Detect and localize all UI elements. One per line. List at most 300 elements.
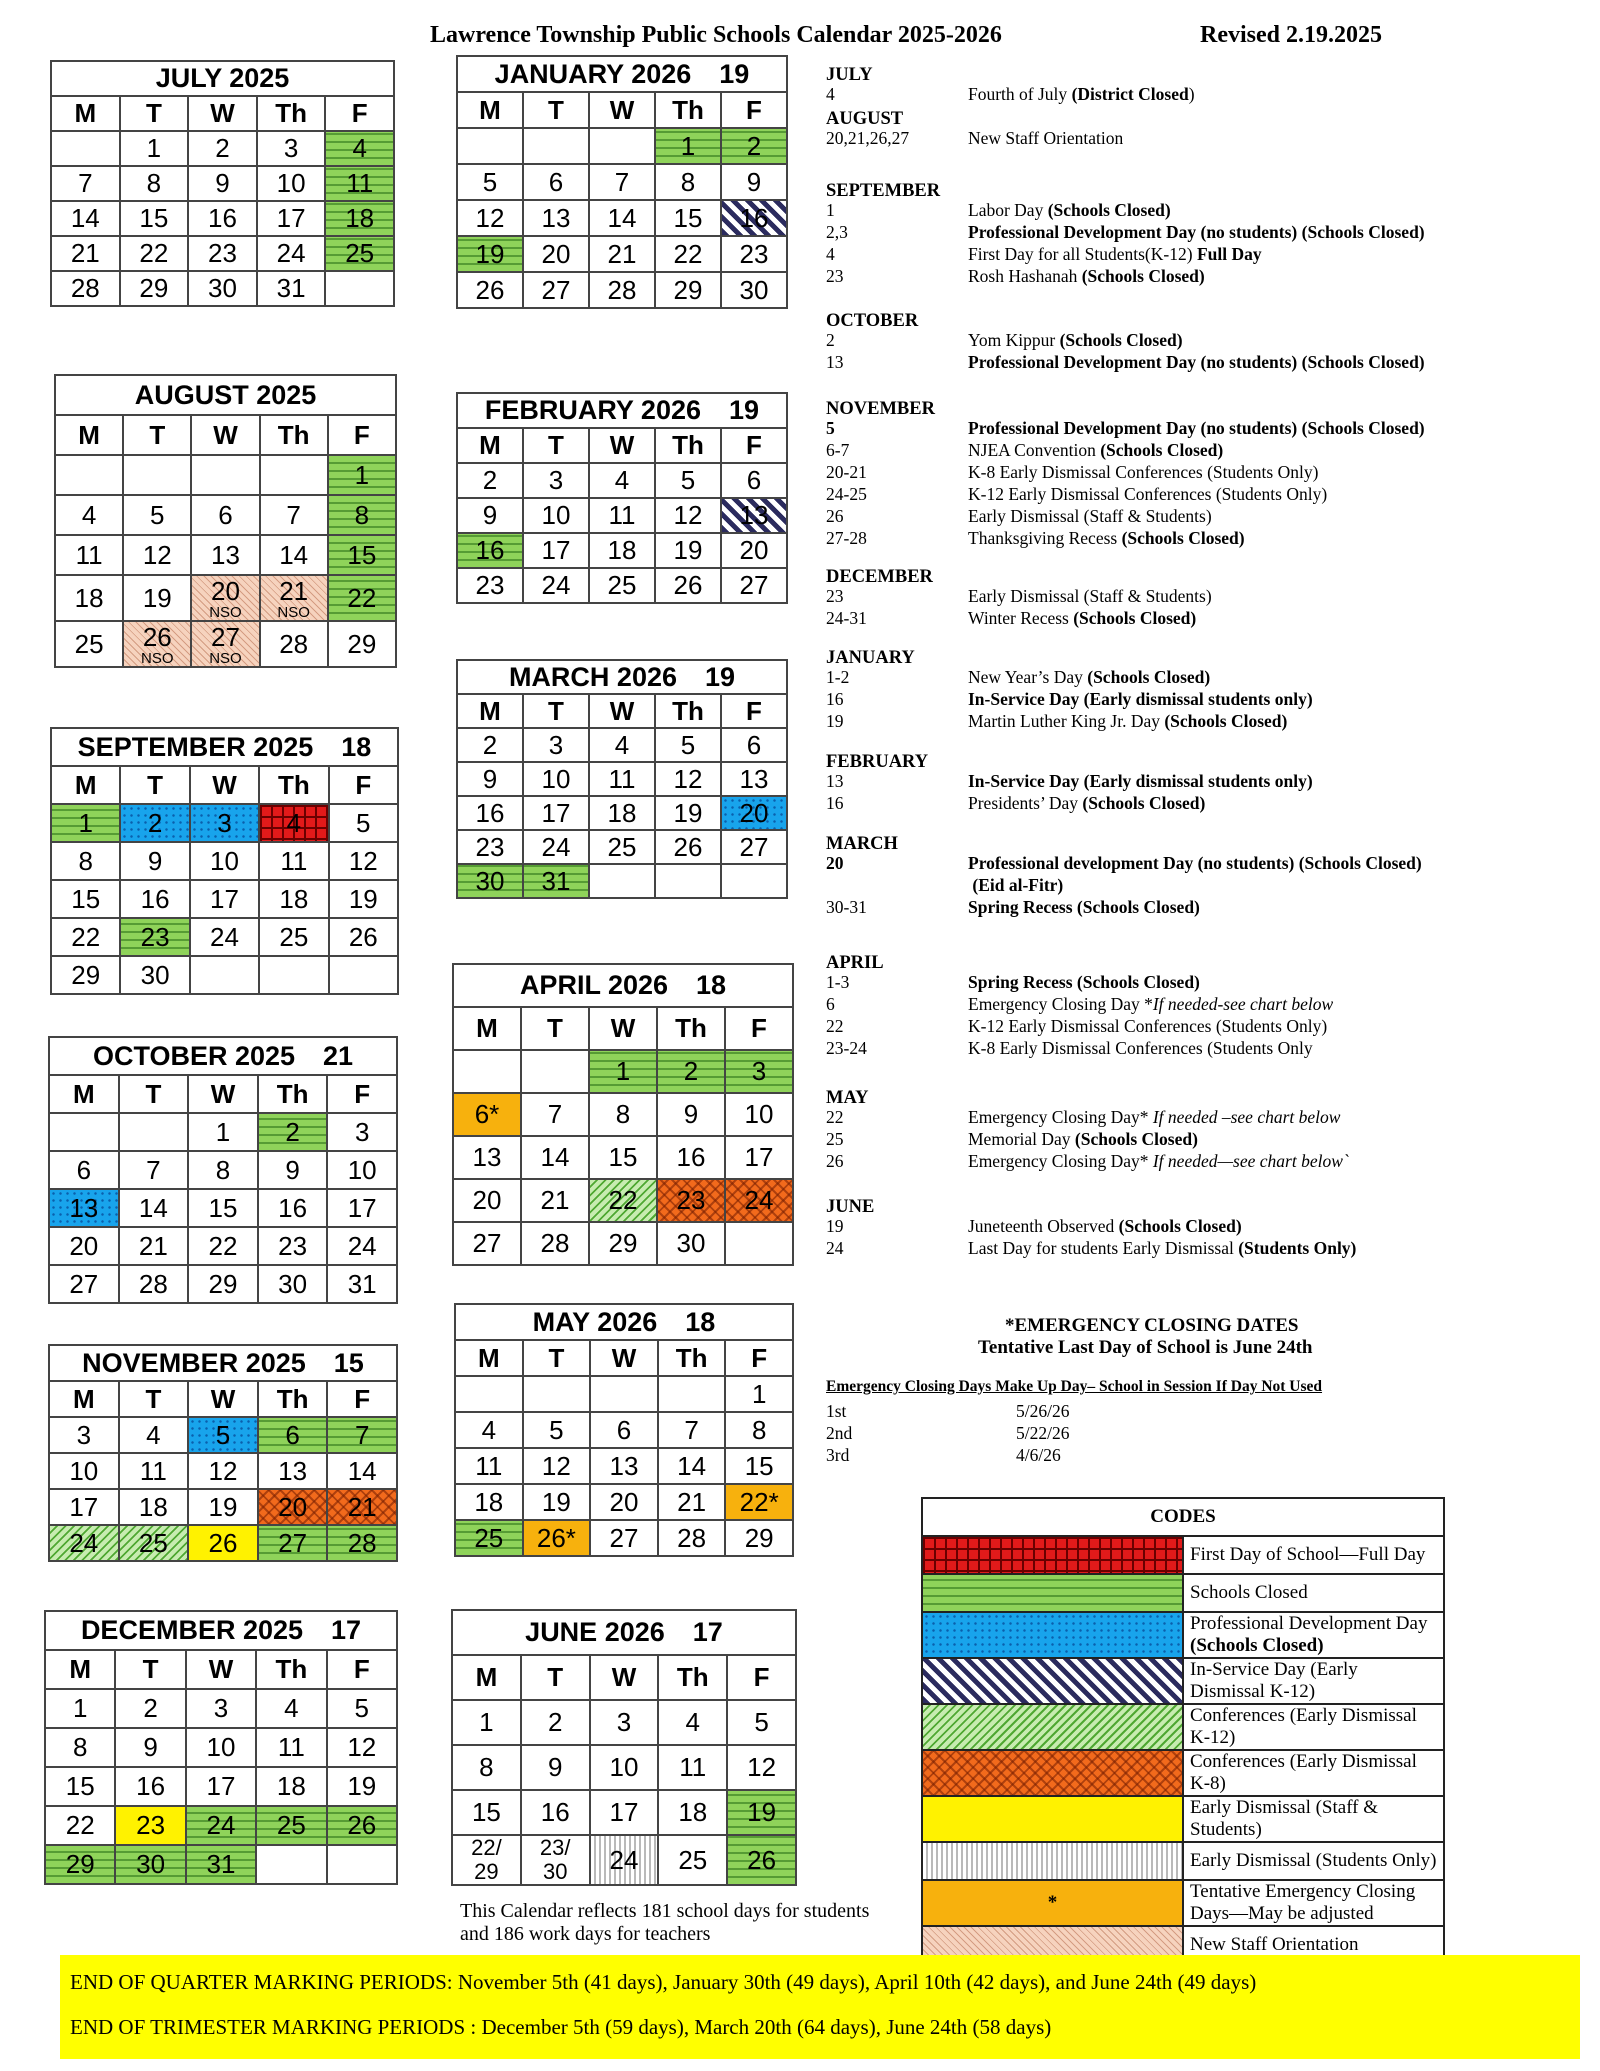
trimester-marking-periods: END OF TRIMESTER MARKING PERIODS : December 5th (59 days), March 20th (64 days), June 24th (58 days) (70, 2015, 1052, 2039)
day-cell: 30 (115, 1845, 185, 1884)
month-table (50, 60, 395, 307)
day-cell: 5 (523, 1412, 591, 1448)
codes-title: CODES (922, 1498, 1444, 1536)
day-cell: 18 (259, 880, 328, 918)
day-cell: 18 (119, 1489, 189, 1525)
empty-day-cell (259, 956, 328, 994)
day-cell: 10 (190, 842, 259, 880)
day-cell: 15 (45, 1767, 115, 1806)
day-cell: 4 (256, 1689, 326, 1728)
day-cell: 11 (55, 535, 123, 575)
day-cell: 25 (119, 1525, 189, 1561)
day-cell: 4 (55, 495, 123, 535)
day-cell: 31 (523, 864, 589, 898)
day-cell: 28 (521, 1222, 589, 1265)
month-table (451, 1609, 797, 1886)
day-cell: 24 (725, 1179, 793, 1222)
day-cell: 7 (260, 495, 328, 535)
weekday-header: F (328, 415, 396, 455)
day-cell: 20 (590, 1484, 658, 1520)
day-cell: 14 (327, 1453, 397, 1489)
day-cell: 19 (727, 1790, 796, 1835)
day-cell: 23 (258, 1227, 328, 1265)
event-date: 19 (826, 1216, 844, 1236)
day-cell: 12 (123, 535, 191, 575)
empty-day-cell (119, 1113, 189, 1151)
day-cell: 26 (655, 568, 721, 603)
day-cell: 10 (590, 1745, 659, 1790)
weekday-header: Th (658, 1655, 727, 1700)
day-cell: 26 (655, 830, 721, 864)
day-cell: 24 (523, 568, 589, 603)
event-description: Spring Recess (Schools Closed) (968, 972, 1200, 992)
day-cell: 28 (260, 621, 328, 667)
event-description: K-12 Early Dismissal Conferences (Students Only) (968, 484, 1328, 504)
event-date: 24-25 (826, 484, 867, 504)
day-cell: 2 (657, 1050, 725, 1093)
event-description: Thanksgiving Recess (Schools Closed) (968, 528, 1245, 548)
day-cell: 5 (327, 1689, 397, 1728)
weekday-header: F (327, 1650, 397, 1689)
weekday-header: M (457, 694, 523, 728)
weekday-header: M (51, 766, 120, 804)
school-day-count: 17 (692, 1617, 723, 1647)
month-title: OCTOBER 2025 21 (49, 1037, 397, 1075)
empty-day-cell (523, 1376, 591, 1412)
weekday-header: Th (655, 694, 721, 728)
day-cell: 9 (115, 1728, 185, 1767)
day-cell: 7 (51, 166, 120, 201)
day-cell: 15 (725, 1448, 793, 1484)
weekday-header: F (327, 1381, 397, 1417)
day-cell: 24 (590, 1835, 659, 1885)
event-description: First Day for all Students(K-12) Full Day (968, 244, 1262, 264)
month-calendar-oct (48, 1036, 398, 1304)
code-swatch (922, 1536, 1183, 1574)
month-table (452, 963, 794, 1266)
day-cell: 25 (658, 1835, 727, 1885)
day-cell: 12 (457, 200, 523, 236)
day-cell: 26 (457, 272, 523, 308)
day-cell: 23 (657, 1179, 725, 1222)
events-month-heading: JULY (826, 65, 873, 85)
day-cell: 2 (721, 128, 787, 164)
empty-day-cell (191, 455, 259, 495)
day-cell: 2 (115, 1689, 185, 1728)
day-cell: 31 (186, 1845, 256, 1884)
empty-day-cell (455, 1376, 523, 1412)
weekday-header: F (725, 1340, 793, 1376)
day-cell: 14 (119, 1189, 189, 1227)
weekday-header: Th (658, 1340, 726, 1376)
code-row (922, 1574, 1444, 1612)
day-cell: 6* (453, 1093, 521, 1136)
day-cell: 22 (328, 575, 396, 621)
event-date: 20,21,26,27 (826, 128, 910, 148)
school-day-count: 15 (333, 1347, 364, 1378)
day-cell: 30 (120, 956, 189, 994)
day-cell: 10 (327, 1151, 397, 1189)
weekday-header: W (191, 415, 259, 455)
month-table (54, 374, 397, 668)
empty-day-cell (725, 1222, 793, 1265)
day-cell: 16 (457, 533, 523, 568)
weekday-header: T (119, 1381, 189, 1417)
makeup-header: Emergency Closing Days Make Up Day– School in Session If Day Not Used (826, 1378, 1323, 1395)
day-cell: 11 (658, 1745, 727, 1790)
code-label: New Staff Orientation (1183, 1926, 1444, 1964)
weekday-header: Th (655, 92, 721, 128)
empty-day-cell (457, 128, 523, 164)
code-label: Professional Development Day (Schools Closed) (1183, 1612, 1444, 1658)
event-date: 22 (826, 1107, 844, 1127)
day-cell: 11 (589, 762, 655, 796)
weekday-header: M (457, 92, 523, 128)
day-cell: 15 (452, 1790, 521, 1835)
month-calendar-feb (456, 392, 788, 604)
day-cell: 4 (325, 131, 394, 166)
day-cell: 18 (455, 1484, 523, 1520)
empty-day-cell (589, 128, 655, 164)
day-cell: 29 (725, 1520, 793, 1556)
day-cell: 25 (256, 1806, 326, 1845)
day-cell: 29 (120, 271, 189, 306)
day-cell: 5 (727, 1700, 796, 1745)
code-row (922, 1842, 1444, 1880)
event-description: Professional Development Day (no students) (Schools Closed) (968, 418, 1425, 438)
day-cell: 6 (721, 463, 787, 498)
event-description: Emergency Closing Day *If needed-see chart below (968, 994, 1334, 1014)
day-cell: 28 (119, 1265, 189, 1303)
event-description: Fourth of July (District Closed) (968, 84, 1195, 104)
empty-day-cell (51, 131, 120, 166)
day-cell: 17 (523, 533, 589, 568)
events-month-heading: JUNE (826, 1197, 875, 1217)
weekday-header: Th (657, 1007, 725, 1050)
day-cell: 13 (590, 1448, 658, 1484)
event-description: K-8 Early Dismissal Conferences (Students Only (968, 1038, 1313, 1058)
event-date: 26 (826, 1151, 844, 1171)
empty-day-cell (590, 1376, 658, 1412)
day-cell: 1 (328, 455, 396, 495)
empty-day-cell (721, 864, 787, 898)
events-month-heading: SEPTEMBER (826, 181, 941, 201)
day-cell: 8 (655, 164, 721, 200)
day-cell: 19 (188, 1489, 258, 1525)
code-label: Schools Closed (1183, 1574, 1444, 1612)
event-date: 1 (826, 200, 835, 220)
weekday-header: W (190, 766, 259, 804)
weekday-header: Th (260, 415, 328, 455)
day-cell: 14 (589, 200, 655, 236)
code-swatch (922, 1796, 1183, 1842)
weekday-header: T (119, 1075, 189, 1113)
month-table (44, 1610, 398, 1885)
day-cell: 23 (120, 918, 189, 956)
event-description: K-12 Early Dismissal Conferences (Students Only) (968, 1016, 1328, 1036)
month-table (456, 659, 788, 899)
day-cell: 27 NSO (191, 621, 259, 667)
event-date: 26 (826, 506, 844, 526)
events-month-heading: MAY (826, 1088, 869, 1108)
calendar-note: This Calendar reflects 181 school days for students and 186 work days for teachers (460, 1900, 870, 1945)
day-cell: 22 (655, 236, 721, 272)
day-cell: 6 (191, 495, 259, 535)
day-cell: 15 (328, 535, 396, 575)
day-cell: 27 (523, 272, 589, 308)
empty-day-cell (521, 1050, 589, 1093)
day-cell: 19 (655, 796, 721, 830)
day-cell: 26 (327, 1806, 397, 1845)
events-month-heading: MARCH (826, 834, 898, 854)
events-month-heading: JANUARY (826, 648, 915, 668)
event-description: In-Service Day (Early dismissal students only) (968, 689, 1313, 709)
day-cell: 1 (655, 128, 721, 164)
event-description: Winter Recess (Schools Closed) (968, 608, 1197, 628)
weekday-header: T (523, 694, 589, 728)
day-cell: 18 (256, 1767, 326, 1806)
day-cell: 31 (327, 1265, 397, 1303)
event-date: 22 (826, 1016, 844, 1036)
day-cell: 26 NSO (123, 621, 191, 667)
event-date: 24 (826, 1238, 844, 1258)
day-cell: 29 (188, 1265, 258, 1303)
day-cell: 2 (188, 131, 257, 166)
weekday-header: F (721, 694, 787, 728)
day-cell: 17 (186, 1767, 256, 1806)
day-cell: 3 (327, 1113, 397, 1151)
day-cell: 11 (589, 498, 655, 533)
day-cell: 8 (188, 1151, 258, 1189)
emergency-subtitle: Tentative Last Day of School is June 24th (978, 1337, 1313, 1358)
weekday-header: W (589, 92, 655, 128)
day-cell: 11 (259, 842, 328, 880)
day-cell: 16 (521, 1790, 590, 1835)
day-cell: 10 (523, 498, 589, 533)
page-title: Lawrence Township Public Schools Calendar 2025-2026 (430, 22, 1002, 48)
event-description: Professional development Day (no students) (Schools Closed) (968, 853, 1422, 873)
day-cell: 13 (721, 498, 787, 533)
day-cell: 13 (49, 1189, 119, 1227)
day-cell: 12 (655, 498, 721, 533)
empty-day-cell (325, 271, 394, 306)
day-cell: 20 (523, 236, 589, 272)
day-cell: 31 (257, 271, 326, 306)
day-cell: 25 (259, 918, 328, 956)
day-cell: 4 (119, 1417, 189, 1453)
month-table (48, 1344, 398, 1562)
month-calendar-jun (451, 1609, 797, 1886)
event-date: 1-2 (826, 667, 850, 687)
day-cell: 3 (186, 1689, 256, 1728)
day-cell: 20 (49, 1227, 119, 1265)
school-day-count: 21 (323, 1040, 354, 1071)
event-description: K-8 Early Dismissal Conferences (Students Only) (968, 462, 1319, 482)
day-cell: 1 (188, 1113, 258, 1151)
weekday-header: M (452, 1655, 521, 1700)
month-table (456, 55, 788, 309)
day-cell: 23 (721, 236, 787, 272)
code-label: Conferences (Early Dismissal K-12) (1183, 1704, 1444, 1750)
weekday-header: M (453, 1007, 521, 1050)
event-description: Memorial Day (Schools Closed) (968, 1129, 1198, 1149)
event-date: 2,3 (826, 222, 848, 242)
weekday-header: W (188, 96, 257, 131)
month-title: MAY 2026 18 (455, 1304, 793, 1340)
day-cell: 8 (328, 495, 396, 535)
school-day-count: 18 (341, 731, 372, 762)
day-cell: 26* (523, 1520, 591, 1556)
code-row (922, 1658, 1444, 1704)
weekday-header: M (49, 1075, 119, 1113)
month-calendar-jan (456, 55, 788, 309)
day-cell: 1 (120, 131, 189, 166)
day-cell: 12 (655, 762, 721, 796)
day-cell: 21 (658, 1484, 726, 1520)
event-date: 23-24 (826, 1038, 867, 1058)
day-cell: 2 (457, 463, 523, 498)
weekday-header: M (55, 415, 123, 455)
day-cell: 27 (258, 1525, 328, 1561)
weekday-header: W (188, 1381, 258, 1417)
empty-day-cell (190, 956, 259, 994)
event-date: 5 (826, 418, 835, 438)
day-cell: 2 (258, 1113, 328, 1151)
day-cell: 22 (51, 918, 120, 956)
revision-date: Revised 2.19.2025 (1200, 22, 1382, 48)
day-cell: 17 (49, 1489, 119, 1525)
empty-day-cell (453, 1050, 521, 1093)
day-cell: 3 (190, 804, 259, 842)
day-cell: 19 (457, 236, 523, 272)
month-title: JUNE 2026 17 (452, 1610, 796, 1655)
empty-day-cell (260, 455, 328, 495)
day-cell: 24 (186, 1806, 256, 1845)
marking-periods-banner (60, 1955, 1580, 2059)
day-cell: 9 (521, 1745, 590, 1790)
day-cell: 21 (327, 1489, 397, 1525)
event-date: 23 (826, 586, 844, 606)
weekday-header: M (49, 1381, 119, 1417)
day-cell: 29 (655, 272, 721, 308)
day-cell: 8 (45, 1728, 115, 1767)
day-cell: 27 (721, 830, 787, 864)
day-cell: 13 (523, 200, 589, 236)
day-cell: 19 (655, 533, 721, 568)
day-cell: 15 (589, 1136, 657, 1179)
day-cell: 26 (727, 1835, 796, 1885)
weekday-header: F (329, 766, 398, 804)
day-cell: 29 (45, 1845, 115, 1884)
day-cell: 14 (51, 201, 120, 236)
empty-day-cell (256, 1845, 326, 1884)
code-label: Tentative Emergency Closing Days—May be adjusted (1183, 1880, 1444, 1926)
day-cell: 30 (258, 1265, 328, 1303)
code-swatch (922, 1612, 1183, 1658)
day-cell: 18 (325, 201, 394, 236)
weekday-header: M (457, 428, 523, 463)
day-cell: 27 (453, 1222, 521, 1265)
day-cell: 25 (55, 621, 123, 667)
empty-day-cell (523, 128, 589, 164)
event-date: 16 (826, 689, 844, 709)
day-cell: 15 (120, 201, 189, 236)
weekday-header: Th (258, 1381, 328, 1417)
event-date: 4 (826, 84, 835, 104)
day-cell: 3 (590, 1700, 659, 1745)
code-label: First Day of School—Full Day (1183, 1536, 1444, 1574)
day-cell: 20 (453, 1179, 521, 1222)
month-title: DECEMBER 2025 17 (45, 1611, 397, 1650)
events-month-heading: AUGUST (826, 109, 904, 129)
day-cell: 15 (655, 200, 721, 236)
day-cell: 6 (523, 164, 589, 200)
day-cell: 3 (523, 728, 589, 762)
event-description: Rosh Hashanah (Schools Closed) (968, 266, 1205, 286)
day-cell: 5 (329, 804, 398, 842)
month-title: SEPTEMBER 2025 18 (51, 728, 398, 766)
day-cell: 29 (589, 1222, 657, 1265)
month-table (50, 727, 399, 995)
day-cell: 15 (188, 1189, 258, 1227)
month-table (456, 392, 788, 604)
code-row (922, 1704, 1444, 1750)
day-cell: 24 (327, 1227, 397, 1265)
code-swatch (922, 1574, 1183, 1612)
day-cell: 21 (521, 1179, 589, 1222)
day-cell: 2 (457, 728, 523, 762)
empty-day-cell (327, 1845, 397, 1884)
code-swatch (922, 1658, 1183, 1704)
day-cell: 6 (49, 1151, 119, 1189)
school-day-count: 19 (719, 58, 750, 89)
day-cell: 9 (457, 762, 523, 796)
day-cell: 8 (589, 1093, 657, 1136)
empty-day-cell (655, 864, 721, 898)
day-cell: 11 (119, 1453, 189, 1489)
day-cell: 21 (51, 236, 120, 271)
day-cell: 18 (658, 1790, 727, 1835)
weekday-header: W (589, 1007, 657, 1050)
day-cell: 9 (188, 166, 257, 201)
event-date: 2 (826, 330, 835, 350)
day-cell: 12 (327, 1728, 397, 1767)
code-swatch (922, 1842, 1183, 1880)
day-cell: 5 (188, 1417, 258, 1453)
weekday-header: F (725, 1007, 793, 1050)
day-cell: 25 (455, 1520, 523, 1556)
code-swatch (922, 1750, 1183, 1796)
month-title: JANUARY 2026 19 (457, 56, 787, 92)
day-cell: 28 (589, 272, 655, 308)
events-month-heading: FEBRUARY (826, 752, 929, 772)
event-date: 16 (826, 793, 844, 813)
event-date: 4 (826, 244, 835, 264)
day-cell: 17 (257, 201, 326, 236)
weekday-header: Th (256, 1650, 326, 1689)
weekday-header: F (325, 96, 394, 131)
weekday-header: M (51, 96, 120, 131)
day-cell: 28 (327, 1525, 397, 1561)
day-cell: 12 (727, 1745, 796, 1790)
day-cell: 12 (188, 1453, 258, 1489)
day-cell: 9 (657, 1093, 725, 1136)
weekday-header: W (589, 694, 655, 728)
weekday-header: T (115, 1650, 185, 1689)
day-cell: 23 (457, 568, 523, 603)
day-cell: 16 (721, 200, 787, 236)
day-cell: 3 (523, 463, 589, 498)
